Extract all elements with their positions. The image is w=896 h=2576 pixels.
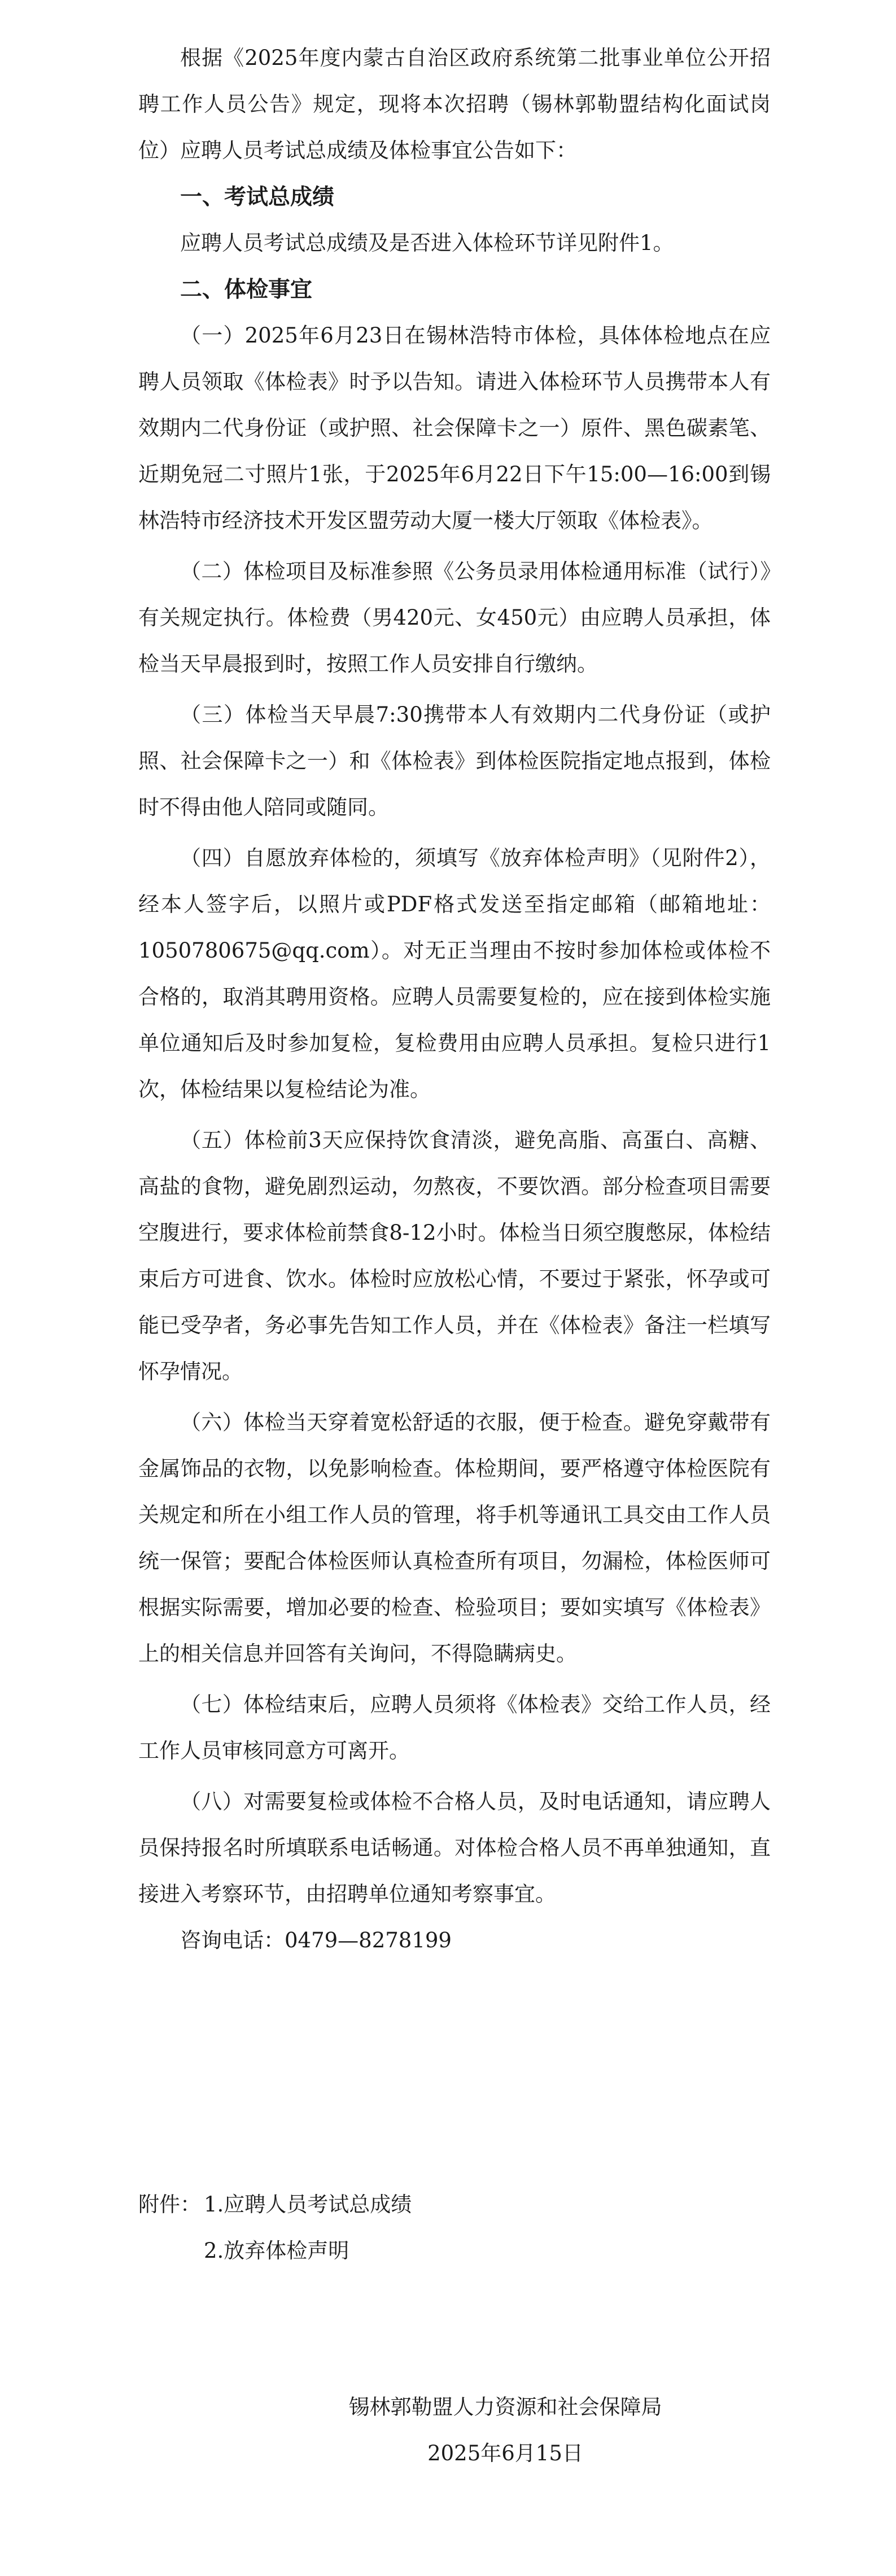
issuing-organization: 锡林郭勒盟人力资源和社会保障局 (348, 2395, 662, 2419)
attachments-label: 附件： (138, 2192, 201, 2217)
physical-exam-item-1: （一）2025年6月23日在锡林浩特市体检，具体体检地点在应聘人员领取《体检表》时予以告知。请进入体检环节人员携带本人有效期内二代身份证（或护照、社会保障卡之一）原件、黑色碳素笔、近期免冠二寸照片1张，于2025年6月22日下午15:00—16:00到锡林浩特市经济技术开发区盟劳动大厦一楼大厅领取《体检表》。 (138, 323, 771, 533)
section-heading-exam-scores: 一、考试总成绩 (180, 184, 335, 210)
attachment-item: 2.放弃体检声明 (204, 2239, 349, 2263)
physical-exam-item-4: （四）自愿放弃体检的，须填写《放弃体检声明》（见附件2），经本人签字后，以照片或PDF格式发送至指定邮箱（邮箱地址：1050780675@qq.com）。对无正当理由不按时参加体检或体检不合格的，取消其聘用资格。应聘人员需要复检的，应在接到体检实施单位通知后及时参加复检，复检费用由应聘人员承担。复检只进行1次，体检结果以复检结论为准。 (138, 846, 771, 1102)
exam-scores-paragraph: 应聘人员考试总成绩及是否进入体检环节详见附件1。 (180, 231, 674, 255)
signature-block (325, 2384, 686, 2477)
notice-body (138, 35, 771, 1964)
issue-date: 2025年6月15日 (427, 2441, 583, 2465)
physical-exam-item-3: （三）体检当天早晨7:30携带本人有效期内二代身份证（或护照、社会保障卡之一）和《体检表》到体检医院指定地点报到，体检时不得由他人陪同或随同。 (138, 703, 771, 819)
physical-exam-item-2: （二）体检项目及标准参照《公务员录用体检通用标准（试行）》有关规定执行。体检费（男420元、女450元）由应聘人员承担，体检当天早晨报到时，按照工作人员安排自行缴纳。 (138, 559, 771, 676)
contact-phone: 咨询电话：0479—8278199 (180, 1928, 452, 1952)
attachment-row-1 (138, 2182, 771, 2228)
physical-exam-item-5: （五）体检前3天应保持饮食清淡，避免高脂、高蛋白、高糖、高盐的食物，避免剧烈运动，勿熬夜，不要饮酒。部分检查项目需要空腹进行，要求体检前禁食8-12小时。体检当日须空腹憋尿，体检结束后方可进食、饮水。体检时应放松心情，不要过于紧张，怀孕或可能已受孕者，务必事先告知工作人员，并在《体检表》备注一栏填写怀孕情况。 (138, 1128, 771, 1384)
physical-exam-item-6: （六）体检当天穿着宽松舒适的衣服，便于检查。避免穿戴带有金属饰品的衣物，以免影响检查。体检期间，要严格遵守体检医院有关规定和所在小组工作人员的管理，将手机等通讯工具交由工作人员统一保管；要配合体检医师认真检查所有项目，勿漏检，体检医师可根据实际需要，增加必要的检查、检验项目；要如实填写《体检表》上的相关信息并回答有关询问，不得隐瞒病史。 (138, 1410, 771, 1666)
section-heading-physical-exam: 二、体检事宜 (180, 277, 313, 302)
physical-exam-item-8: （八）对需要复检或体检不合格人员，及时电话通知，请应聘人员保持报名时所填联系电话畅通。对体检合格人员不再单独通知，直接进入考察环节，由招聘单位通知考察事宜。 (138, 1789, 771, 1906)
attachment-row-2 (138, 2228, 771, 2274)
physical-exam-item-7: （七）体检结束后，应聘人员须将《体检表》交给工作人员，经工作人员审核同意方可离开。 (138, 1692, 771, 1763)
intro-paragraph: 根据《2025年度内蒙古自治区政府系统第二批事业单位公开招聘工作人员公告》规定，现将本次招聘（锡林郭勒盟结构化面试岗位）应聘人员考试总成绩及体检事宜公告如下： (138, 46, 771, 163)
attachments-list (138, 2182, 771, 2274)
attachment-item: 1.应聘人员考试总成绩 (204, 2192, 412, 2217)
